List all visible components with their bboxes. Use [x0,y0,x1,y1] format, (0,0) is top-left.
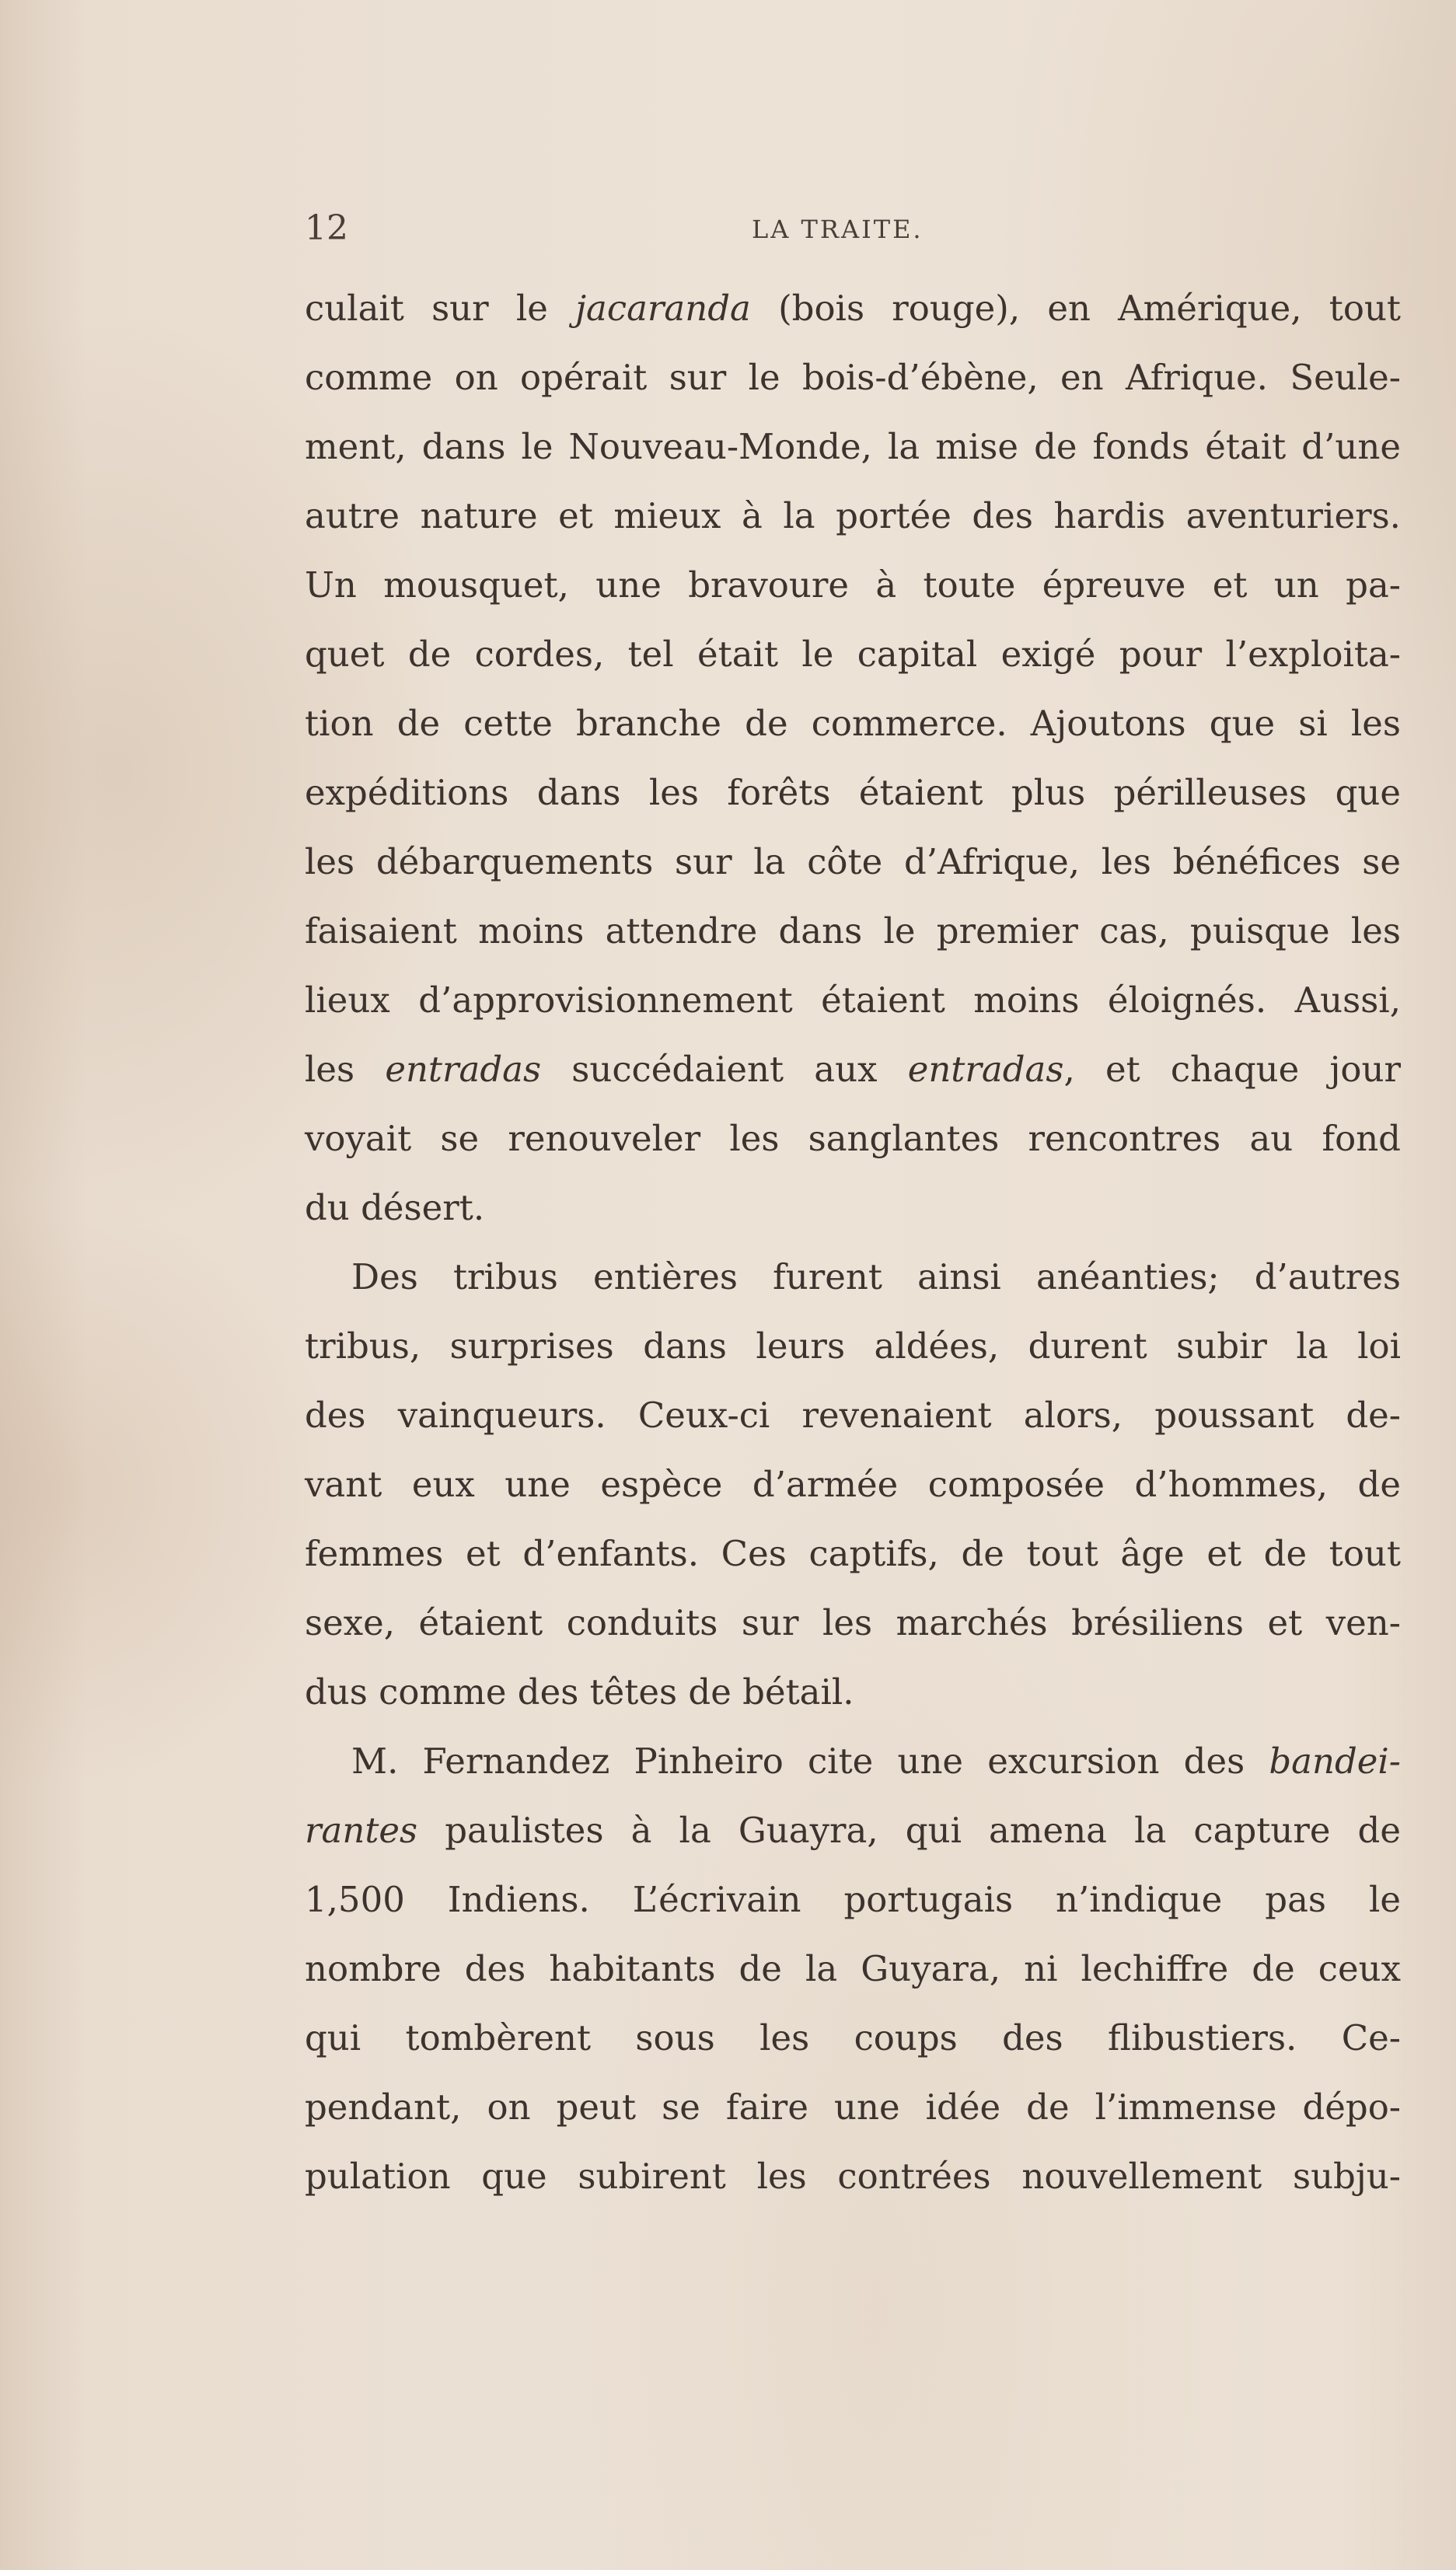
text-line: qui tombèrent sous les coups des flibustiers. Ce- [305,2017,1401,2058]
text-line: pulation que subirent les contrées nouvellement subju- [305,2156,1401,2197]
body-text [305,274,1401,2211]
text-line: du désert. [305,1187,485,1228]
text-line: Des tribus entières furent ainsi anéanties; d’autres [351,1256,1401,1297]
text-line: Un mousquet, une bravoure à toute épreuve et un pa- [305,564,1401,606]
page-number: 12 [305,208,348,248]
text-line: quet de cordes, tel était le capital exigé pour l’exploita- [305,634,1401,675]
text-line: dus comme des têtes de bétail. [305,1671,854,1713]
text-line: les entradas succédaient aux entradas, et chaque jour [305,1049,1402,1090]
text-line: tion de cette branche de commerce. Ajoutons que si les [305,703,1401,744]
text-line: des vainqueurs. Ceux-ci revenaient alors, poussant de- [305,1395,1401,1436]
text-line: pendant, on peut se faire une idée de l’immense dépo- [305,2086,1401,2128]
text-line: rantes paulistes à la Guayra, qui amena la capture de [305,1810,1401,1851]
text-line: femmes et d’enfants. Ces captifs, de tout âge et de tout [305,1533,1401,1574]
text-line: 1,500 Indiens. L’écrivain portugais n’indique pas le [305,1879,1401,1920]
text-line: nombre des habitants de la Guyara, ni lechiffre de ceux [305,1948,1401,1989]
page-header [305,208,1401,263]
text-line: sexe, étaient conduits sur les marchés brésiliens et ven- [305,1602,1401,1643]
text-line: vant eux une espèce d’armée composée d’hommes, de [305,1464,1401,1505]
text-line: ment, dans le Nouveau-Monde, la mise de fonds était d’une [305,426,1401,467]
text-line: lieux d’approvisionnement étaient moins éloignés. Aussi, [305,979,1401,1021]
text-line: tribus, surprises dans leurs aldées, durent subir la loi [305,1325,1401,1367]
text-line: M. Fernandez Pinheiro cite une excursion des bandei- [351,1741,1401,1782]
running-title: LA TRAITE. [752,215,924,244]
text-line: culait sur le jacaranda (bois rouge), en Amérique, tout [305,288,1402,329]
text-line: expéditions dans les forêts étaient plus périlleuses que [305,772,1401,813]
text-line: faisaient moins attendre dans le premier cas, puisque les [305,910,1401,952]
text-line: autre nature et mieux à la portée des hardis aventuriers. [305,495,1401,536]
text-line: voyait se renouveler les sanglantes rencontres au fond [305,1118,1401,1159]
text-line: comme on opérait sur le bois-d’ébène, en Afrique. Seule- [305,357,1401,398]
text-line: les débarquements sur la côte d’Afrique, les bénéfices se [305,841,1401,882]
